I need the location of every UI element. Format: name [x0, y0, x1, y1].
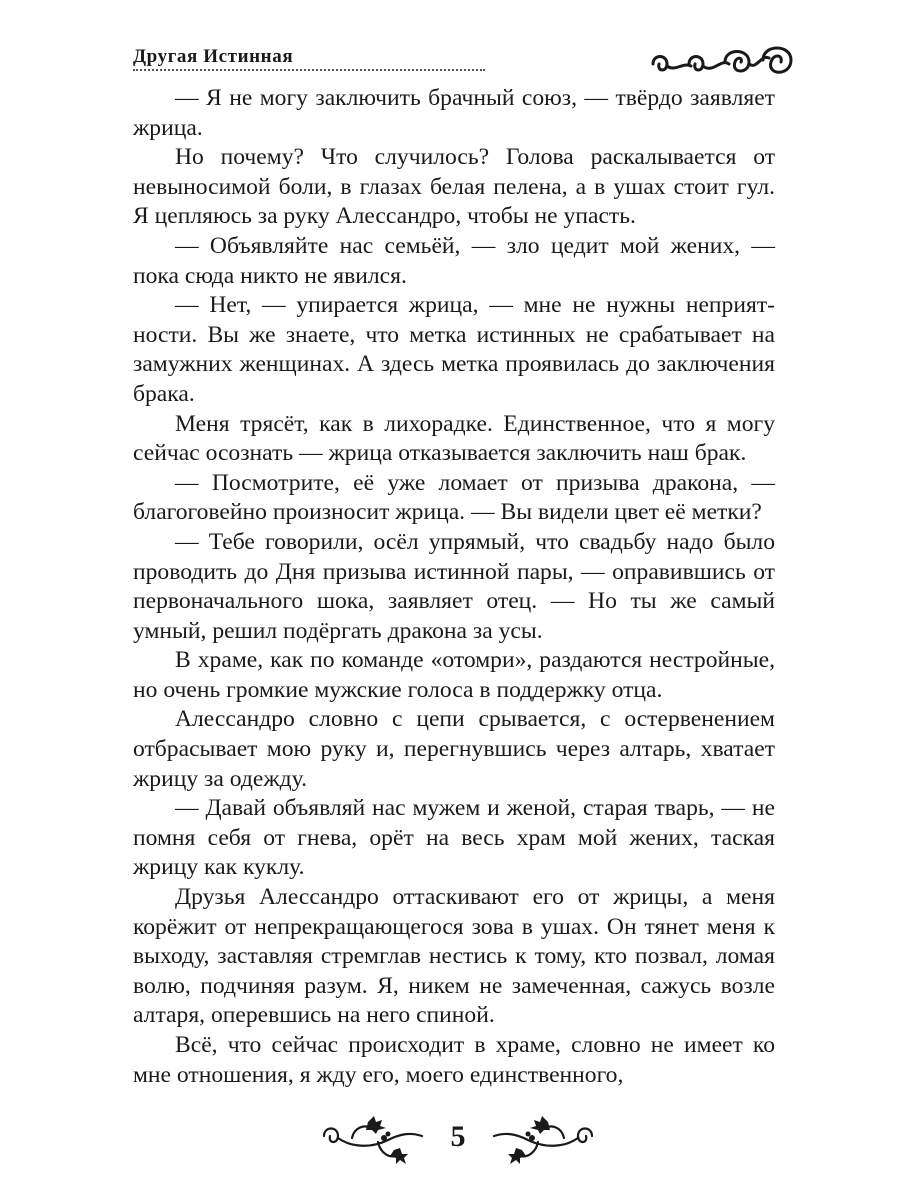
paragraph: В храме, как по команде «отомри», раздаются нестройные, но очень громкие мужские голоса в поддержку отца. — [133, 647, 775, 703]
page-footer — [318, 1108, 598, 1168]
paragraph: — Нет, — упирается жрица, — мне не нужны неприятности. Вы же знаете, что метка истинных не срабатывает на замужних женщинах. А здесь метка проявилась до заключения брака. — [133, 292, 775, 407]
paragraph: — Давай объявляй нас мужем и женой, старая тварь, — не помня себя от гнева, орёт на весь храм мой жених, таская жрицу как куклу. — [133, 795, 775, 881]
paragraph: Но почему? Что случилось? Голова раскалывается от невыносимой боли, в глазах белая пелена, а в ушах стоит гул. Я цепляюсь за руку Алессандро, чтобы не упасть. — [133, 144, 775, 230]
page-number: 5 — [450, 1120, 466, 1153]
paragraph: Друзья Алессандро оттаскивают его от жрицы, а меня корёжит от непрекращающегося зова в ушах. Он тянет меня к выходу, заставляя стремглав нестись к тому, кто позвал, ломая волю, подчиняя разум. Я, никем не замеченная, сажусь возле алтаря, оперевшись на него спиной. — [133, 884, 775, 1029]
header-dotted-rule — [133, 67, 485, 71]
paragraph: — Посмотрите, её уже ломает от призыва дракона, — благоговейно произносит жрица. — Вы видели цвет её метки? — [133, 469, 775, 526]
holly-flourish-left-icon — [318, 1108, 428, 1168]
paragraph: — Объявляйте нас семьёй, — зло цедит мой жених, — пока сюда никто не явился. — [133, 232, 775, 289]
paragraph: — Я не могу заключить брачный союз, — твёрдо заявляет жрица. — [133, 85, 775, 141]
paragraph: — Тебе говорили, осёл упрямый, что свадьбу надо было проводить до Дня призыва истинной пары, — оправившись от первоначального шока, заявляет отец. — Но ты же самый умный, решил подёргать дракона за усы. — [133, 528, 775, 644]
paragraph: Всё, что сейчас происходит в храме, словно не имеет ко мне отношения, я жду его, моего единственного, — [133, 1032, 775, 1088]
page-header — [133, 40, 793, 84]
paragraph: Меня трясёт, как в лихорадке. Единственное, что я могу сейчас осознать — жрица отказывается заключить наш брак. — [133, 410, 775, 467]
running-title: Другая Истинная — [133, 46, 294, 67]
swirl-ornament-icon — [645, 40, 795, 80]
holly-flourish-right-icon — [488, 1108, 598, 1168]
paragraph: Алессандро словно с цепи срывается, с остервенением отбрасывает мою руку и, перегнувшись через алтарь, хватает жрицу за одежду. — [133, 706, 775, 792]
chapter-body-text — [133, 84, 775, 1090]
